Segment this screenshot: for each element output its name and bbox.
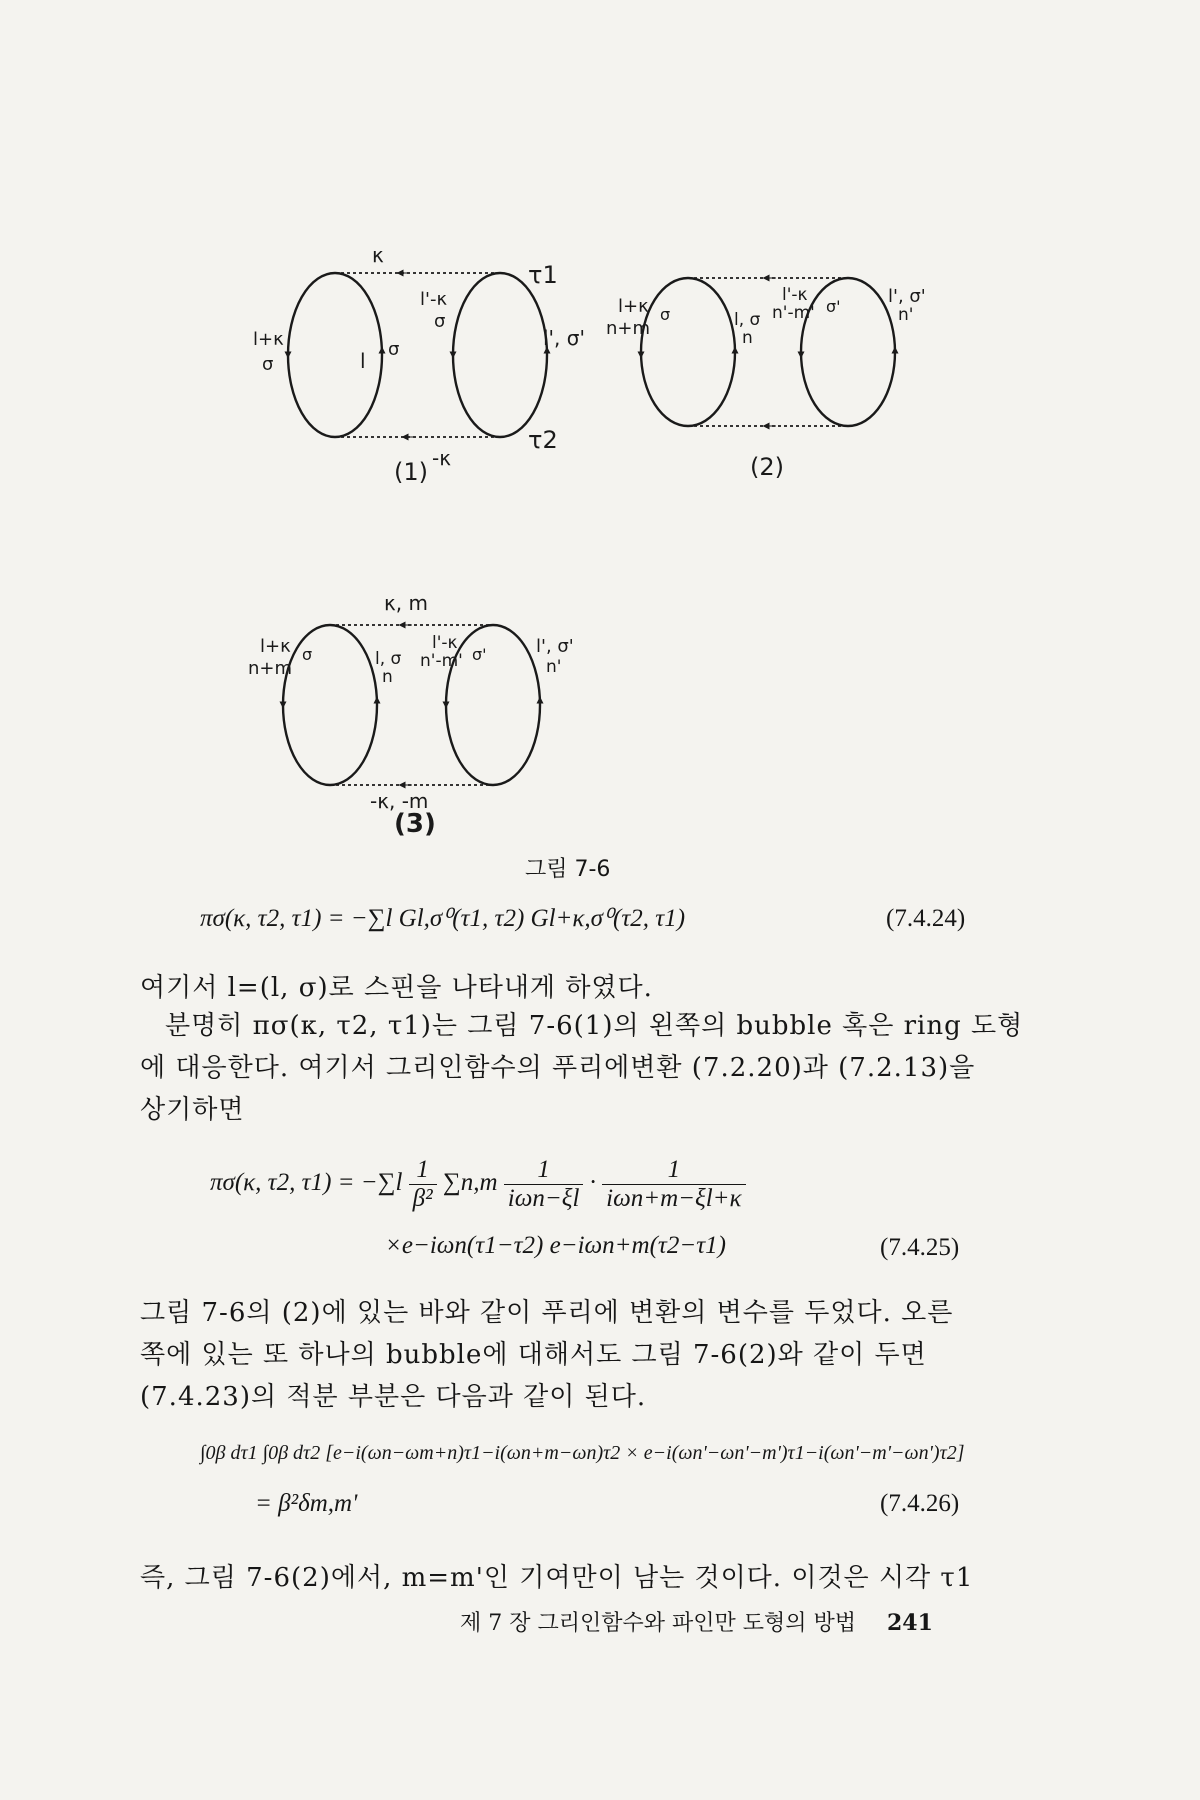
eq25-fraction-3	[602, 1156, 745, 1213]
eq25-sum: ∑n,m	[442, 1169, 498, 1197]
diagram-2	[606, 278, 926, 481]
equation-7-4-25-line-1	[210, 1156, 746, 1213]
d3-left-inner-2: n	[382, 667, 393, 687]
d2-right-sigma: σ'	[826, 297, 841, 316]
d3-right-inner-1: l'-κ	[432, 633, 458, 653]
paragraph-3-line-2: 쪽에 있는 또 하나의 bubble에 대해서도 그림 7-6(2)와 같이 두면	[140, 1340, 927, 1370]
d2-tag: (2)	[750, 453, 784, 481]
left-bubble-loop	[641, 278, 735, 426]
left-bubble-loop	[288, 273, 382, 437]
d3-right-outer-1: l', σ'	[536, 636, 574, 657]
d3-left-inner-1: l, σ	[375, 649, 402, 669]
equation-7-4-26-line-2: = β²δm,m'	[255, 1490, 358, 1517]
d3-tag: (3)	[394, 809, 436, 839]
right-bubble-loop	[446, 625, 540, 785]
d1-tag: (1)	[394, 458, 428, 486]
d1-top-label: κ	[372, 243, 384, 267]
paragraph-2-line-2: 에 대응한다. 여기서 그리인함수의 푸리에변환 (7.2.20)과 (7.2.13)을	[140, 1053, 976, 1083]
eq25-f1-den: β²	[412, 1185, 433, 1212]
equation-7-4-26-line-1: ∫0β dτ1 ∫0β dτ2 [e−i(ωn−ωm+n)τ1−i(ωn+m−ωn)τ2 × e−i(ωn'−ωn'−m')τ1−i(ωn'−m'−ωn')τ2]	[200, 1442, 965, 1464]
page-number: 241	[887, 1610, 933, 1636]
paragraph-1: 여기서 l=(l, σ)로 스핀을 나타내게 하였다.	[140, 973, 653, 1003]
equation-7-4-25-line-2: ×e−iωn(τ1−τ2) e−iωn+m(τ2−τ1)	[385, 1232, 727, 1259]
d2-left-outer-1: l+κ	[618, 296, 649, 317]
left-bubble-loop	[283, 625, 377, 785]
d1-left-inner-sigma: σ	[388, 339, 400, 360]
eq25-lhs: πσ(κ, τ2, τ1) = −∑l	[210, 1169, 403, 1197]
d3-left-outer-2: n+m	[248, 658, 293, 679]
page-footer	[460, 1606, 933, 1637]
eq25-f3-num: 1	[602, 1156, 745, 1185]
eq25-f2-den: iωn−ξl	[507, 1185, 580, 1212]
paragraph-3-line-1: 그림 7-6의 (2)에 있는 바와 같이 푸리에 변환의 변수를 두었다. 오른	[140, 1298, 954, 1328]
eq25-f3-den: iωn+m−ξl+κ	[606, 1185, 742, 1212]
d3-left-outer-1: l+κ	[260, 636, 291, 657]
paragraph-4: 즉, 그림 7-6(2)에서, m=m'인 기여만이 남는 것이다. 이것은 시각 τ1	[140, 1563, 974, 1593]
d2-right-inner-1: l'-κ	[782, 285, 808, 305]
d2-right-outer-2: n'	[898, 305, 914, 325]
d3-bottom-label: -κ, -m	[370, 789, 429, 813]
right-bubble-loop	[801, 278, 895, 426]
d2-left-sigma: σ	[660, 305, 671, 324]
equation-7-4-24: πσ(κ, τ2, τ1) = −∑l Gl,σ⁰(τ1, τ2) Gl+κ,σ⁰(τ2, τ1)	[200, 905, 686, 932]
d1-tau-top: τ1	[528, 261, 558, 289]
figure-caption: 그림 7-6	[525, 857, 611, 882]
diagram-1	[253, 243, 585, 486]
right-bubble-loop	[453, 273, 547, 437]
d1-left-outer-2: σ	[262, 354, 274, 375]
feynman-diagrams-figure	[0, 0, 1200, 880]
d3-left-sigma: σ	[302, 645, 313, 664]
eq25-dot: ·	[589, 1169, 596, 1197]
d2-left-inner-1: l, σ	[734, 310, 761, 330]
paragraph-2-line-1: 분명히 πσ(κ, τ2, τ1)는 그림 7-6(1)의 왼쪽의 bubble 혹은 ring 도형	[165, 1011, 1024, 1041]
d1-tau-bottom: τ2	[528, 426, 558, 454]
eq25-fraction-1	[409, 1156, 437, 1213]
equation-number-7-4-25: (7.4.25)	[880, 1234, 960, 1261]
diagram-3	[248, 591, 574, 839]
equation-number-7-4-26: (7.4.26)	[880, 1490, 960, 1517]
d3-right-outer-2: n'	[546, 657, 562, 677]
paragraph-2-line-3: 상기하면	[140, 1095, 245, 1125]
d3-top-label: κ, m	[384, 591, 428, 615]
d2-right-outer-1: l', σ'	[888, 286, 926, 307]
d1-left-inner: l	[360, 349, 366, 373]
footer-chapter: 제 7 장 그리인함수와 파인만 도형의 방법	[460, 1611, 856, 1636]
d2-left-outer-2: n+m	[606, 318, 651, 339]
equation-number-7-4-24: (7.4.24)	[886, 905, 966, 932]
d3-right-inner-2: n'-m'	[420, 651, 463, 671]
d1-right-inner-1: l'-κ	[420, 289, 448, 310]
d1-right-outer: l', σ'	[543, 326, 585, 350]
d2-right-inner-2: n'-m'	[772, 303, 815, 323]
d1-right-inner-2: σ	[434, 311, 446, 332]
eq25-f1-num: 1	[409, 1156, 437, 1185]
eq25-f2-num: 1	[504, 1156, 584, 1185]
d1-bottom-label: -κ	[432, 446, 452, 470]
d3-right-sigma: σ'	[472, 645, 487, 664]
paragraph-3-line-3: (7.4.23)의 적분 부분은 다음과 같이 된다.	[140, 1382, 647, 1412]
d1-left-outer-1: l+κ	[253, 329, 284, 350]
eq25-fraction-2	[504, 1156, 584, 1213]
d2-left-inner-2: n	[742, 328, 753, 348]
